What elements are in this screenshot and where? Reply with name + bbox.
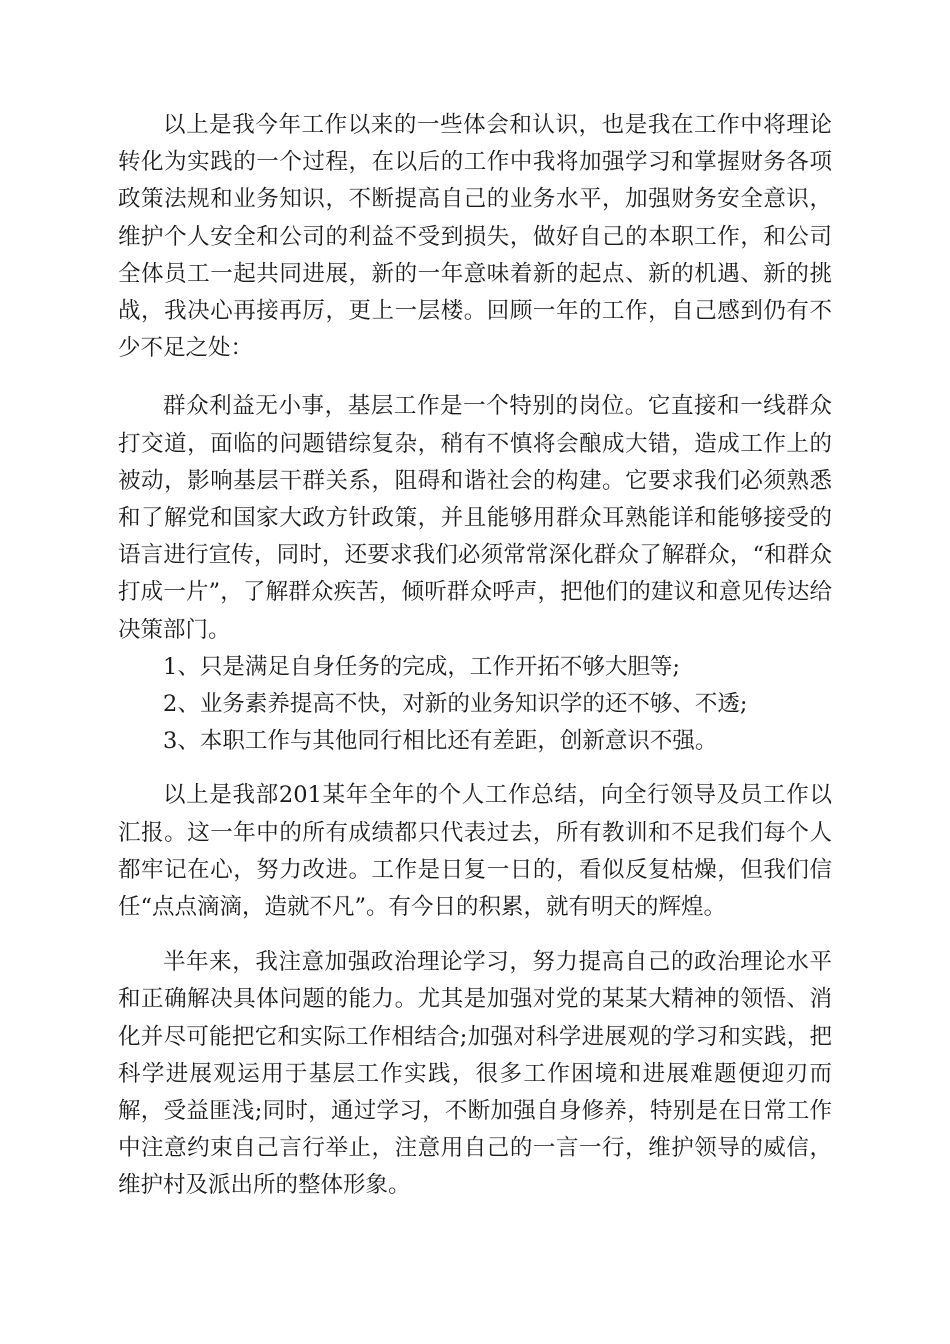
shortcoming-item-1: 1、只是满足自身任务的完成，工作开拓不够大胆等; bbox=[163, 653, 680, 680]
paragraph-annual-summary: 以上是我部201某年全年的个人工作总结，向全行领导及员工作以汇报。这一年中的所有成绩都只代表过去，所有教训和不足我们每个人都牢记在心，努力改进。工作是日复一日的，看似反复枯燥，但我们信任“点点滴滴，造就不凡”。有今日的积累，就有明天的辉煌。 bbox=[118, 782, 832, 921]
paragraph-political-study: 半年来，我注意加强政治理论学习，努力提高自己的政治理论水平和正确解决具体问题的能力。尤其是加强对党的某某大精神的领悟、消化并尽可能把它和实际工作相结合;加强对科学进展观的学习和实践，把科学进展观运用于基层工作实践，很多工作困境和进展难题便迎刃而解，受益匪浅;同时，通过学习，不断加强自身修养，特别是在日常工作中注意约束自己言行举止，注意用自己的一言一行，维护领导的威信，维护村及派出所的整体形象。 bbox=[118, 949, 832, 1199]
document-body bbox=[118, 107, 832, 1205]
paragraph-review: 以上是我今年工作以来的一些体会和认识，也是我在工作中将理论转化为实践的一个过程，在以后的工作中我将加强学习和掌握财务各项政策法规和业务知识，不断提高自己的业务水平，加强财务安全意识，维护个人安全和公司的利益不受到损失，做好自己的本职工作，和公司全体员工一起共同进展，新的一年意味着新的起点、新的机遇、新的挑战，我决心再接再厉，更上一层楼。回顾一年的工作，自己感到仍有不少不足之处： bbox=[118, 112, 832, 362]
shortcoming-item-2: 2、业务素养提高不快，对新的业务知识学的还不够、不透; bbox=[163, 691, 748, 718]
paragraph-grassroots-work: 群众利益无小事，基层工作是一个特别的岗位。它直接和一线群众打交道，面临的问题错综复杂，稍有不慎将会酿成大错，造成工作上的被动，影响基层干群关系，阻碍和谐社会的构建。它要求我们必须熟悉和了解党和国家大政方针政策，并且能够用群众耳熟能详和能够接受的语言进行宣传，同时，还要求我们必须常常深化群众了解群众，“和群众打成一片”，了解群众疾苦，倾听群众呼声，把他们的建议和意见传达给决策部门。 bbox=[118, 393, 832, 643]
shortcoming-item-3: 3、本职工作与其他同行相比还有差距，创新意识不强。 bbox=[163, 728, 718, 755]
